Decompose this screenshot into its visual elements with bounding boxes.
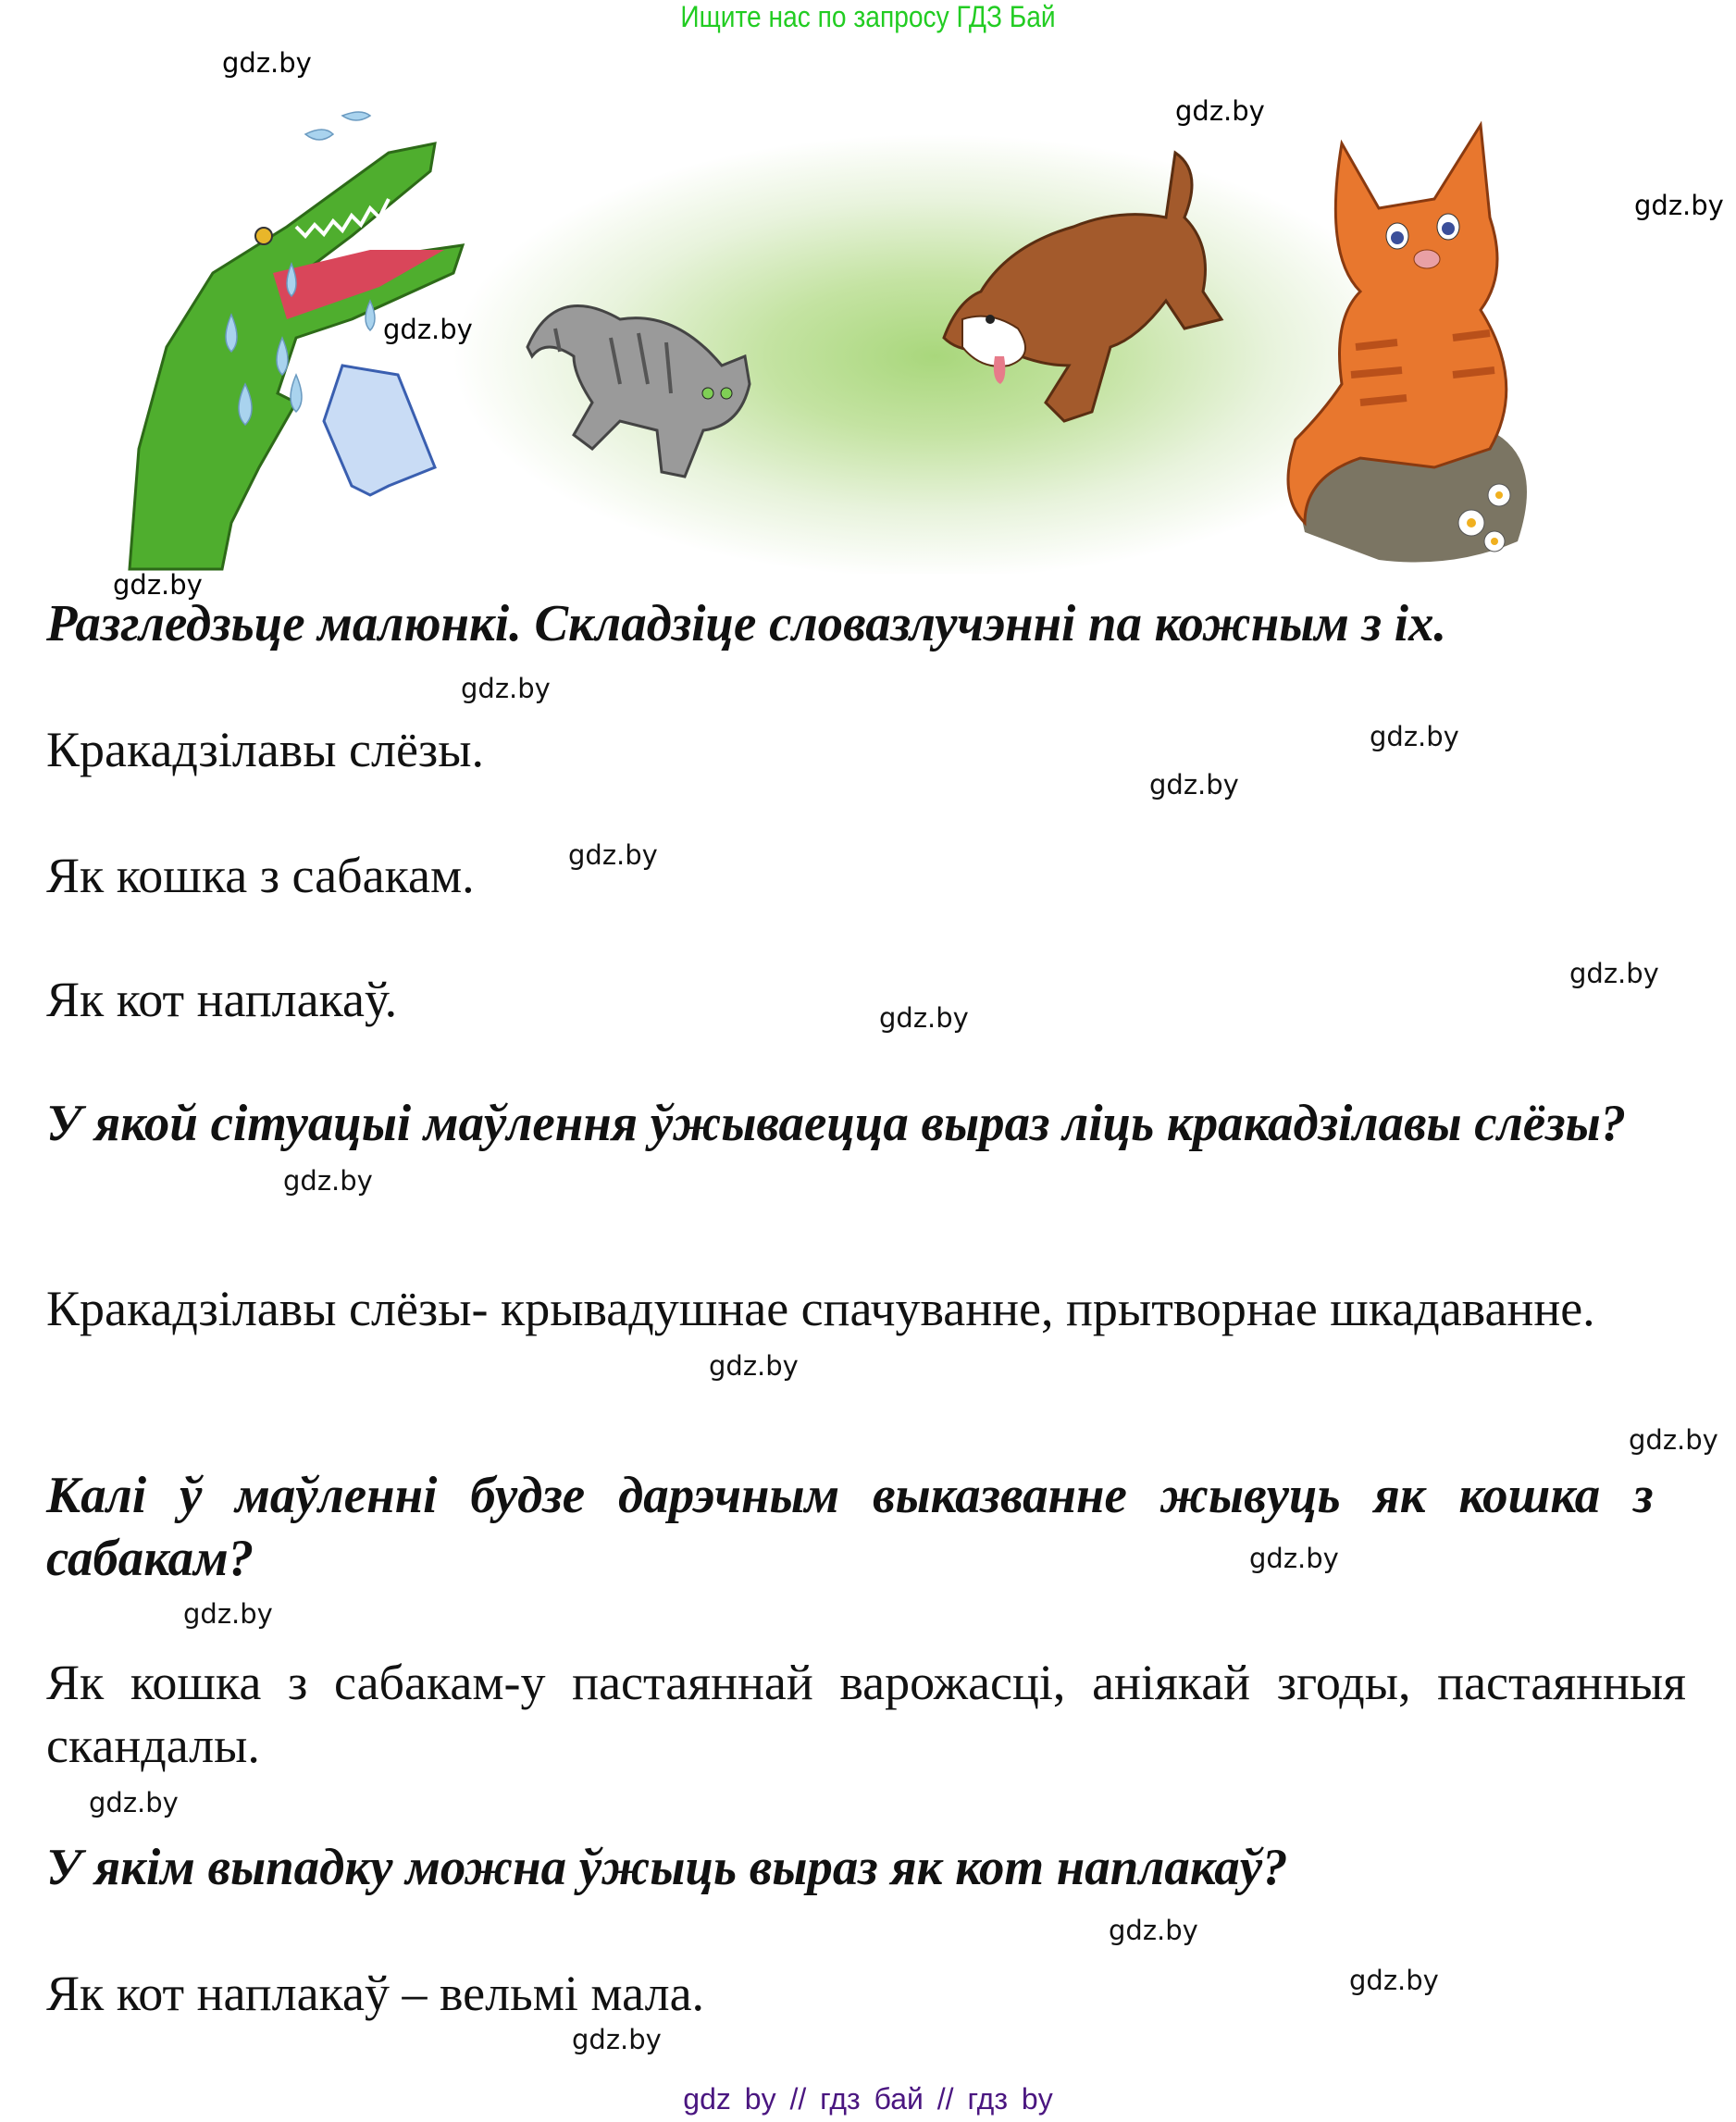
watermark: gdz.by xyxy=(113,569,203,601)
answer-3: Як кошка з сабакам-у пастаяннай варожасці, аніякай згоды, пастаянныя скандалы. xyxy=(46,1655,1686,1773)
watermark: gdz.by xyxy=(1109,1915,1198,1946)
ginger-cat-image xyxy=(1268,106,1564,569)
question-2: У якой сітуацыі маўлення ўжываецца выраз ліць кракадзілавы слёзы? xyxy=(46,1095,1627,1152)
answer-line: Як кошка з сабакам. xyxy=(46,848,475,903)
grey-cat-image xyxy=(518,264,851,495)
watermark: gdz.by xyxy=(89,1787,179,1818)
watermark: gdz.by xyxy=(709,1350,799,1382)
task-prompt: Разгледзьце малюнкі. Складзіце словазлучэнні па кожным з іх. xyxy=(46,595,1447,652)
watermark: gdz.by xyxy=(283,1165,373,1197)
dog-image xyxy=(907,134,1240,486)
watermark: gdz.by xyxy=(1634,190,1724,221)
watermark: gdz.by xyxy=(183,1598,273,1630)
watermark: gdz.by xyxy=(572,2024,662,2055)
watermark: gdz.by xyxy=(1349,1965,1439,1996)
watermark: gdz.by xyxy=(1175,95,1265,127)
watermark: gdz.by xyxy=(383,314,473,345)
question-4: У якім выпадку можна ўжыць выраз як кот наплакаў? xyxy=(46,1839,1288,1896)
search-banner: Ищите нас по запросу ГДЗ Бай xyxy=(680,0,1056,33)
watermark: gdz.by xyxy=(1569,958,1659,989)
answer-2: Кракадзілавы слёзы- крывадушнае спачуванне, прытворнае шкадаванне. xyxy=(46,1281,1595,1336)
question-3: Калі ў маўленні будзе дарэчным выказванне жывуць як кошка з сабакам? xyxy=(46,1467,1654,1587)
watermark: gdz.by xyxy=(879,1002,969,1034)
watermark: gdz.by xyxy=(461,673,551,704)
illustration xyxy=(74,79,1619,574)
watermark: gdz.by xyxy=(1370,721,1459,752)
watermark: gdz.by xyxy=(568,839,658,871)
answer-line: Як кот наплакаў. xyxy=(46,972,398,1027)
watermark: gdz.by xyxy=(1629,1424,1718,1456)
watermark: gdz.by xyxy=(1249,1543,1339,1574)
answer-line: Кракадзілавы слёзы. xyxy=(46,722,485,777)
footer-links: gdz by // гдз бай // гдз by xyxy=(683,2082,1053,2116)
watermark: gdz.by xyxy=(1149,769,1239,800)
watermark: gdz.by xyxy=(222,47,312,79)
answer-4: Як кот наплакаў – вельмі мала. xyxy=(46,1966,705,2021)
